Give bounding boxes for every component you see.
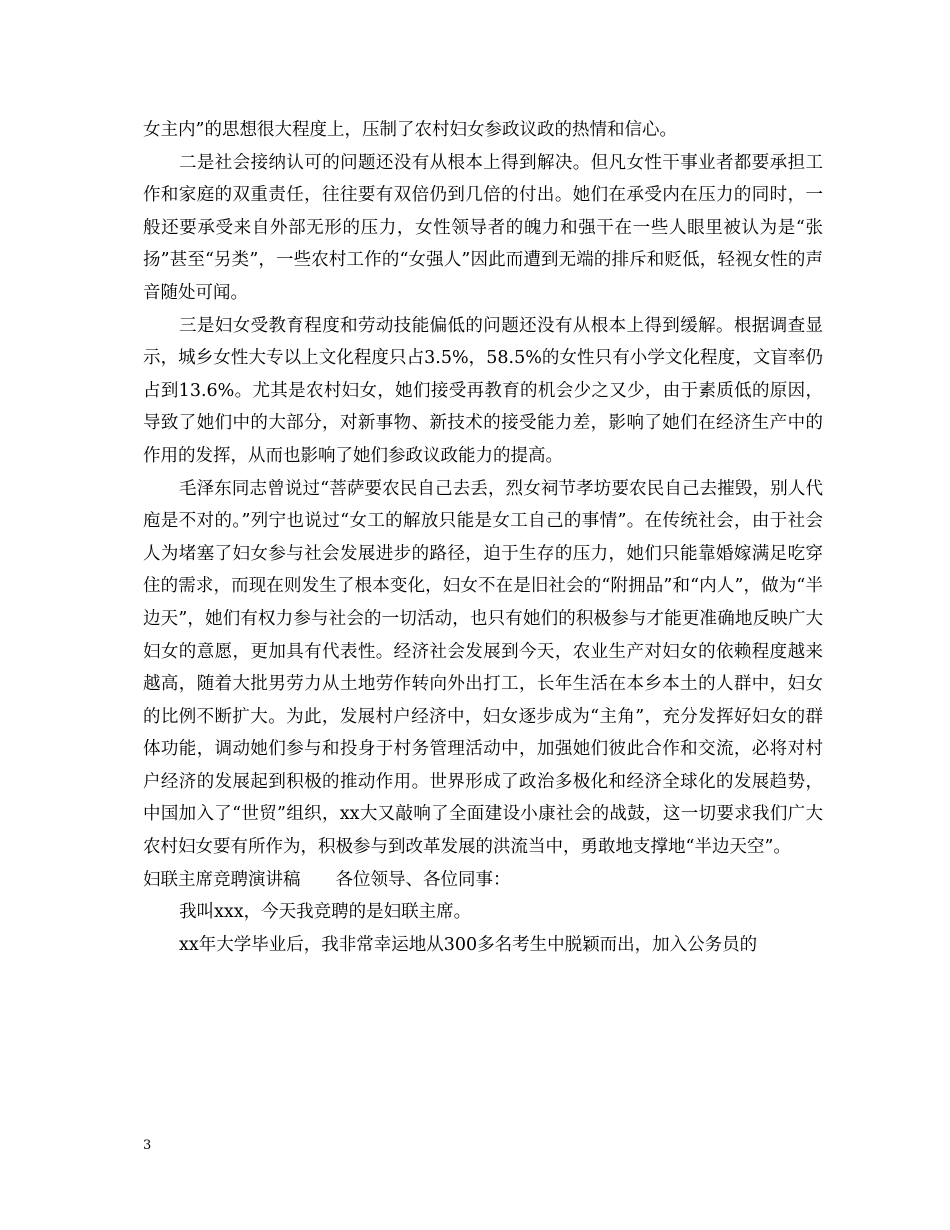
paragraph-4: 毛泽东同志曾说过“菩萨要农民自己去丢，烈女祠节孝坊要农民自己去摧毁，别人代庖是不对的。”列宁也说过“女工的解放只能是女工自己的事情”。在传统社会，由于社会人为堵塞了妇女参与社会发展进步的路径，迫于生存的压力，她们只能靠婚嫁满足吃穿住的需求，而现在则发生了根本变化，妇女不在是旧社会的“附拥品”和“内人”，做为“半边天”，她们有权力参与社会的一切活动，也只有她们的积极参与才能更准确地反映广大妇女的意愿，更加具有代表性。经济社会发展到今天，农业生产对妇女的依赖程度越来越高，随着大批男劳力从土地劳作转向外出打工，长年生活在本乡本土的人群中，妇女的比例不断扩大。为此，发展村户经济中，妇女逐步成为“主角”，充分发挥好妇女的群体功能，调动她们参与和投身于村务管理活动中，加强她们彼此合作和交流，必将对村户经济的发展起到积极的推动作用。世界形成了政治多极化和经济全球化的发展趋势，中国加入了“世贸”组织，xx大又敲响了全面建设小康社会的战鼓，这一切要求我们广大农村妇女要有所作为，积极参与到改革发展的洪流当中，勇敢地支撑地“半边天空”。 [143, 478, 823, 858]
speech-heading-line: 妇联主席竞聘演讲稿 各位领导、各位同事： [143, 869, 511, 890]
paragraph-2: 二是社会接纳认可的问题还没有从根本上得到解决。但凡女性干事业者都要承担工作和家庭的双重责任，往往要有双倍仍到几倍的付出。她们在承受内在压力的同时，一般还要承受来自外部无形的压力，女性领导者的魄力和强干在一些人眼里被认为是“张扬”甚至“另类”，一些农村工作的“女强人”因此而遭到无端的排斥和贬低，轻视女性的声音随处可闻。 [143, 152, 823, 303]
paragraph-7: xx年大学毕业后，我非常幸运地从300多名考生中脱颖而出，加入公务员的 [179, 934, 758, 955]
page-number: 3 [143, 1138, 152, 1153]
body-text [143, 114, 823, 961]
paragraph-1: 女主内”的思想很大程度上，压制了农村妇女参政议政的热情和信心。 [143, 120, 677, 140]
paragraph-3: 三是妇女受教育程度和劳动技能偏低的问题还没有从根本上得到缓解。根据调查显示，城乡女性大专以上文化程度只占3.5%，58.5%的女性只有小学文化程度，文盲率仍占到13.6%。尤其是农村妇女，她们接受再教育的机会少之又少，由于素质低的原因，导致了她们中的大部分，对新事物、新技术的接受能力差，影响了她们在经济生产中的作用的发挥，从而也影响了她们参政议政能力的提高。 [143, 315, 823, 466]
paragraph-6: 我叫xxx，今天我竞聘的是妇联主席。 [179, 902, 472, 923]
